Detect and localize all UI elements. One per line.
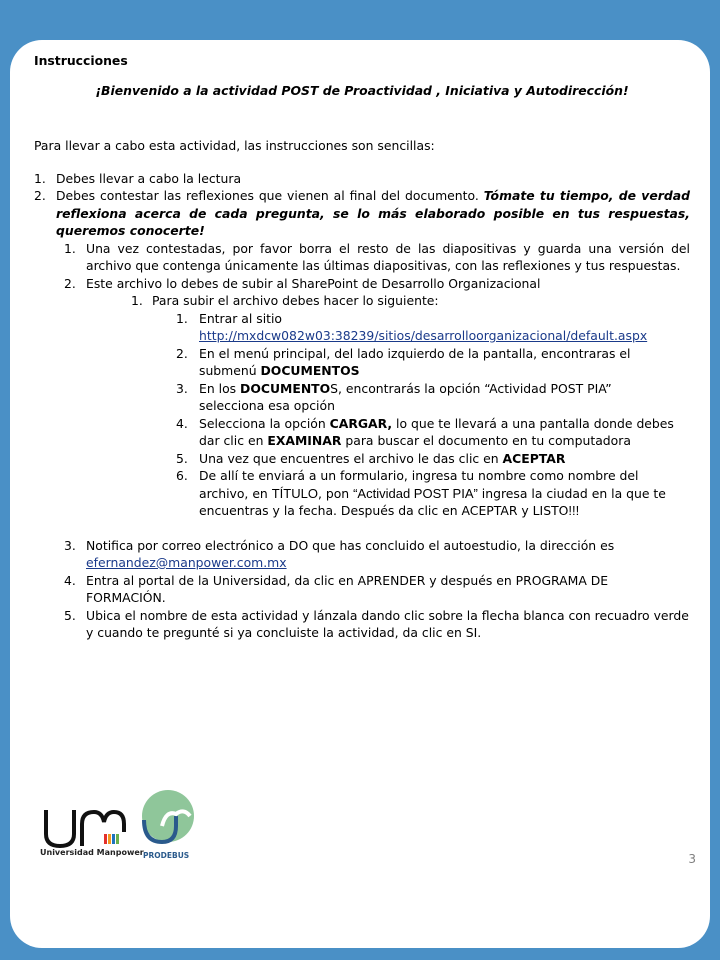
list-item: 1. Una vez contestadas, por favor borra el resto de las diapositivas y guarda una versión del archivo que contenga únicamente las últimas diapositivas, con las reflexiones y tus respuestas. <box>64 240 690 273</box>
list-item: 5. Ubica el nombre de esta actividad y lánzala dando clic sobre la flecha blanca con recuadro verde y cuando te pregunté si ya concluiste la actividad, da clic en SI. <box>64 607 689 640</box>
sharepoint-link[interactable]: http://mxdcw082w03:38239/sitios/desarrolloorganizacional/default.aspx <box>199 328 648 343</box>
welcome-text: ¡Bienvenido a la actividad POST de Proactividad , Iniciativa y Autodirección! <box>95 82 629 98</box>
logo-left-label: Universidad Manpower <box>40 848 144 857</box>
steps-list <box>34 170 690 642</box>
list-item: 3. En los DOCUMENTOS, encontrarás la opción “Actividad POST PIA” selecciona esa opción <box>176 380 612 413</box>
list-item: 1. Debes llevar a cabo la lectura <box>34 170 242 186</box>
list-item: 2. Este archivo lo debes de subir al SharePoint de Desarrollo Organizacional <box>64 275 541 291</box>
logo-right-label: PRODEBUS <box>143 851 190 860</box>
prodebus-logo <box>136 786 196 856</box>
intro-text: Para llevar a cabo esta actividad, las instrucciones son sencillas: <box>34 138 435 153</box>
list-item: 4. Selecciona la opción CARGAR, lo que te llevará a una pantalla donde debes dar clic en EXAMINAR para buscar el documento en tu computadora <box>176 415 674 448</box>
list-item: 3. Notifica por correo electrónico a DO que has concluido el autoestudio, la dirección es efernandez@manpower.com.mx <box>64 537 615 570</box>
document-page <box>10 40 710 948</box>
list-item: 6. De allí te enviará a un formulario, ingresa tu nombre como nombre del archivo, en TÍTULO, pon “Actividad POST PIA” ingresa la ciudad en la que te encuentras y la fecha. Después da clic en ACEPTAR y LISTO!!! <box>176 468 666 518</box>
email-link[interactable]: efernandez@manpower.com.mx <box>86 555 287 570</box>
list-item: 1. Entrar al sitio http://mxdcw082w03:38239/sitios/desarrolloorganizacional/default.aspx <box>176 310 648 343</box>
instructions-content <box>34 52 690 642</box>
list-item: 1. Para subir el archivo debes hacer lo siguiente: <box>131 293 439 308</box>
list-item: 2. Debes contestar las reflexiones que vienen al final del documento. Tómate tu tiempo, de verdad reflexiona acerca de cada pregunta, se lo más elaborado posible en tus respuestas, queremos conocerte! <box>34 188 690 238</box>
page-number: 3 <box>688 852 696 866</box>
list-item: 4. Entra al portal de la Universidad, da clic en APRENDER y después en PROGRAMA DE FORMACIÓN. <box>64 572 609 605</box>
page-title: Instrucciones <box>34 53 128 68</box>
list-item: 2. En el menú principal, del lado izquierdo de la pantalla, encontraras el submenú DOCUMENTOS <box>176 345 631 378</box>
list-item: 5. Una vez que encuentres el archivo le das clic en ACEPTAR <box>176 450 566 466</box>
